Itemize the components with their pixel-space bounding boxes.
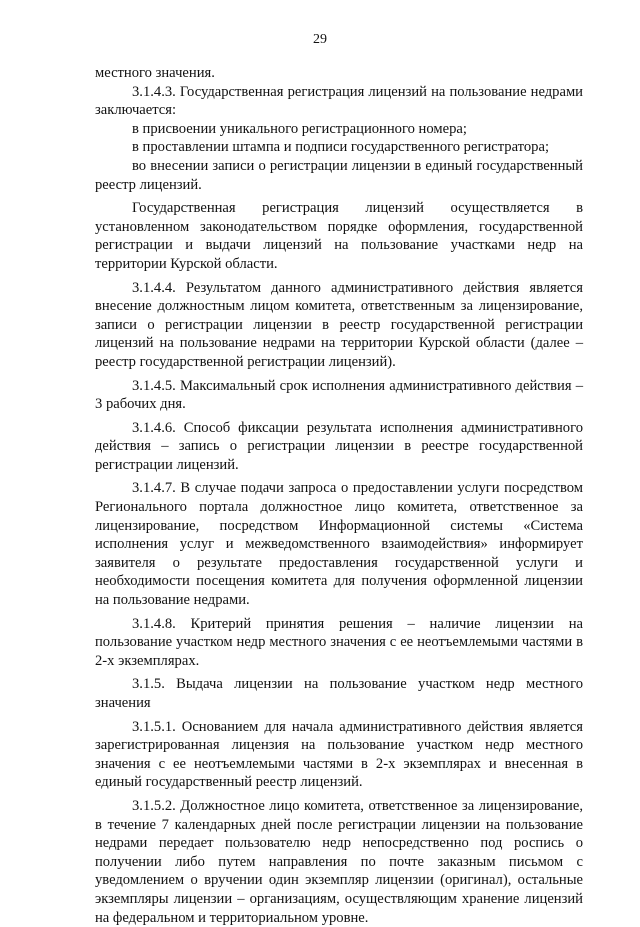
paragraph: 3.1.4.8. Критерий принятия решения – наличие лицензии на пользование участком недр местного значения с ее неотъемлемыми частями в 2-х экземплярах. <box>95 615 583 669</box>
paragraph: 3.1.4.6. Способ фиксации результата исполнения административного действия – запись о регистрации лицензии в реестре государственной регистрации лицензий. <box>95 419 583 473</box>
list-item: в проставлении штампа и подписи государственного регистратора; <box>132 139 549 156</box>
paragraph: 3.1.5.2. Должностное лицо комитета, ответственное за лицензирование, в течение 7 календарных дней после регистрации лицензии на пользование недрами передает пользователю недр непосредственно под роспись о получении либо путем направления по почте заказным письмом с уведомлением о вручении один экземпляр лицензии (оригинал), остальные экземпляры лицензии – организациям, осуществляющим хранение лицензий на федеральном и территориальном уровне. <box>95 797 583 926</box>
paragraph: 3.1.4.4. Результатом данного административного действия является внесение должностным лицом комитета, ответственным за лицензирование, записи о регистрации лицензии в реестр государственной регистрации лицензий на пользование недрами на территории Курской области (далее – реестр государственной регистрации лицензий). <box>95 279 583 370</box>
page-number: 29 <box>313 32 327 47</box>
document-body <box>95 64 583 927</box>
list-item: в присвоении уникального регистрационного номера; <box>132 120 467 137</box>
paragraph: 3.1.4.5. Максимальный срок исполнения административного действия – 3 рабочих дня. <box>95 377 583 413</box>
paragraph: Государственная регистрация лицензий осуществляется в установленном законодательством порядке оформления, государственной регистрации и выдачи лицензий на пользование участками недр на территории Курской области. <box>95 200 583 272</box>
paragraph: местного значения. <box>95 65 215 81</box>
paragraph: 3.1.4.3. Государственная регистрация лицензий на пользование недрами заключается: <box>95 83 583 119</box>
list-item: во внесении записи о регистрации лицензии в единый государственный реестр лицензий. <box>95 157 583 193</box>
paragraph: 3.1.5.1. Основанием для начала административного действия является зарегистрированная лицензия на пользование участком недр местного значения с ее неотъемлемыми частями в 2-х экземплярах и внесенная в единый государственный реестр лицензий. <box>95 718 583 791</box>
section-heading: 3.1.5. Выдача лицензии на пользование участком недр местного значения <box>95 676 583 711</box>
paragraph: 3.1.4.7. В случае подачи запроса о предоставлении услуги посредством Регионального портала должностное лицо комитета, ответственное за лицензирование, посредством Информационной системы «Система исполнения услуг и межведомственного взаимодействия» информирует заявителя о результате предоставления государственной услуги и необходимости посещения комитета для получения оформленной лицензии на пользование недрами. <box>95 480 583 609</box>
